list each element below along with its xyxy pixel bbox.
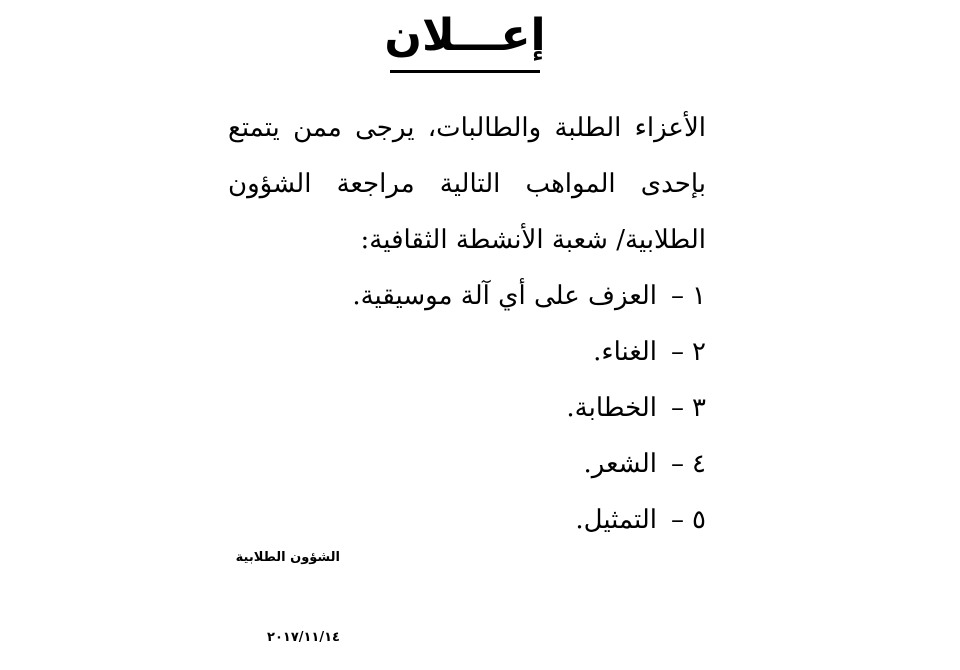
list-item (300, 492, 706, 548)
item-dash: – (671, 393, 685, 423)
list-item (300, 268, 706, 324)
item-number: ٥ (692, 505, 706, 535)
talents-list (300, 268, 706, 548)
item-text: الخطابة. (566, 393, 658, 423)
announcement-intro (228, 100, 706, 268)
item-text: العزف على أي آلة موسيقية. (352, 281, 658, 311)
intro-line: بإحدى المواهب التالية مراجعة الشؤون (228, 169, 706, 199)
item-dash: – (671, 337, 685, 367)
list-item (300, 324, 706, 380)
item-number: ٤ (692, 449, 706, 479)
item-text: الغناء. (593, 337, 658, 367)
signature: الشؤون الطلابية (235, 550, 340, 565)
intro-line: الطلابية/ شعبة الأنشطة الثقافية: (360, 225, 706, 255)
item-dash: – (671, 505, 685, 535)
list-item (300, 436, 706, 492)
list-item (300, 380, 706, 436)
item-number: ٢ (692, 337, 706, 367)
item-dash: – (671, 449, 685, 479)
intro-line: الأعزاء الطلبة والطالبات، يرجى ممن يتمتع (228, 113, 706, 143)
item-text: الشعر. (583, 449, 658, 479)
title-underline (390, 70, 540, 73)
item-number: ٣ (692, 393, 706, 423)
item-number: ١ (692, 281, 706, 311)
item-text: التمثيل. (575, 505, 658, 535)
announcement-title: إعـــلان (384, 10, 546, 61)
announcement-date: ٢٠١٧/١١/١٤ (267, 630, 340, 645)
item-dash: – (671, 281, 685, 311)
